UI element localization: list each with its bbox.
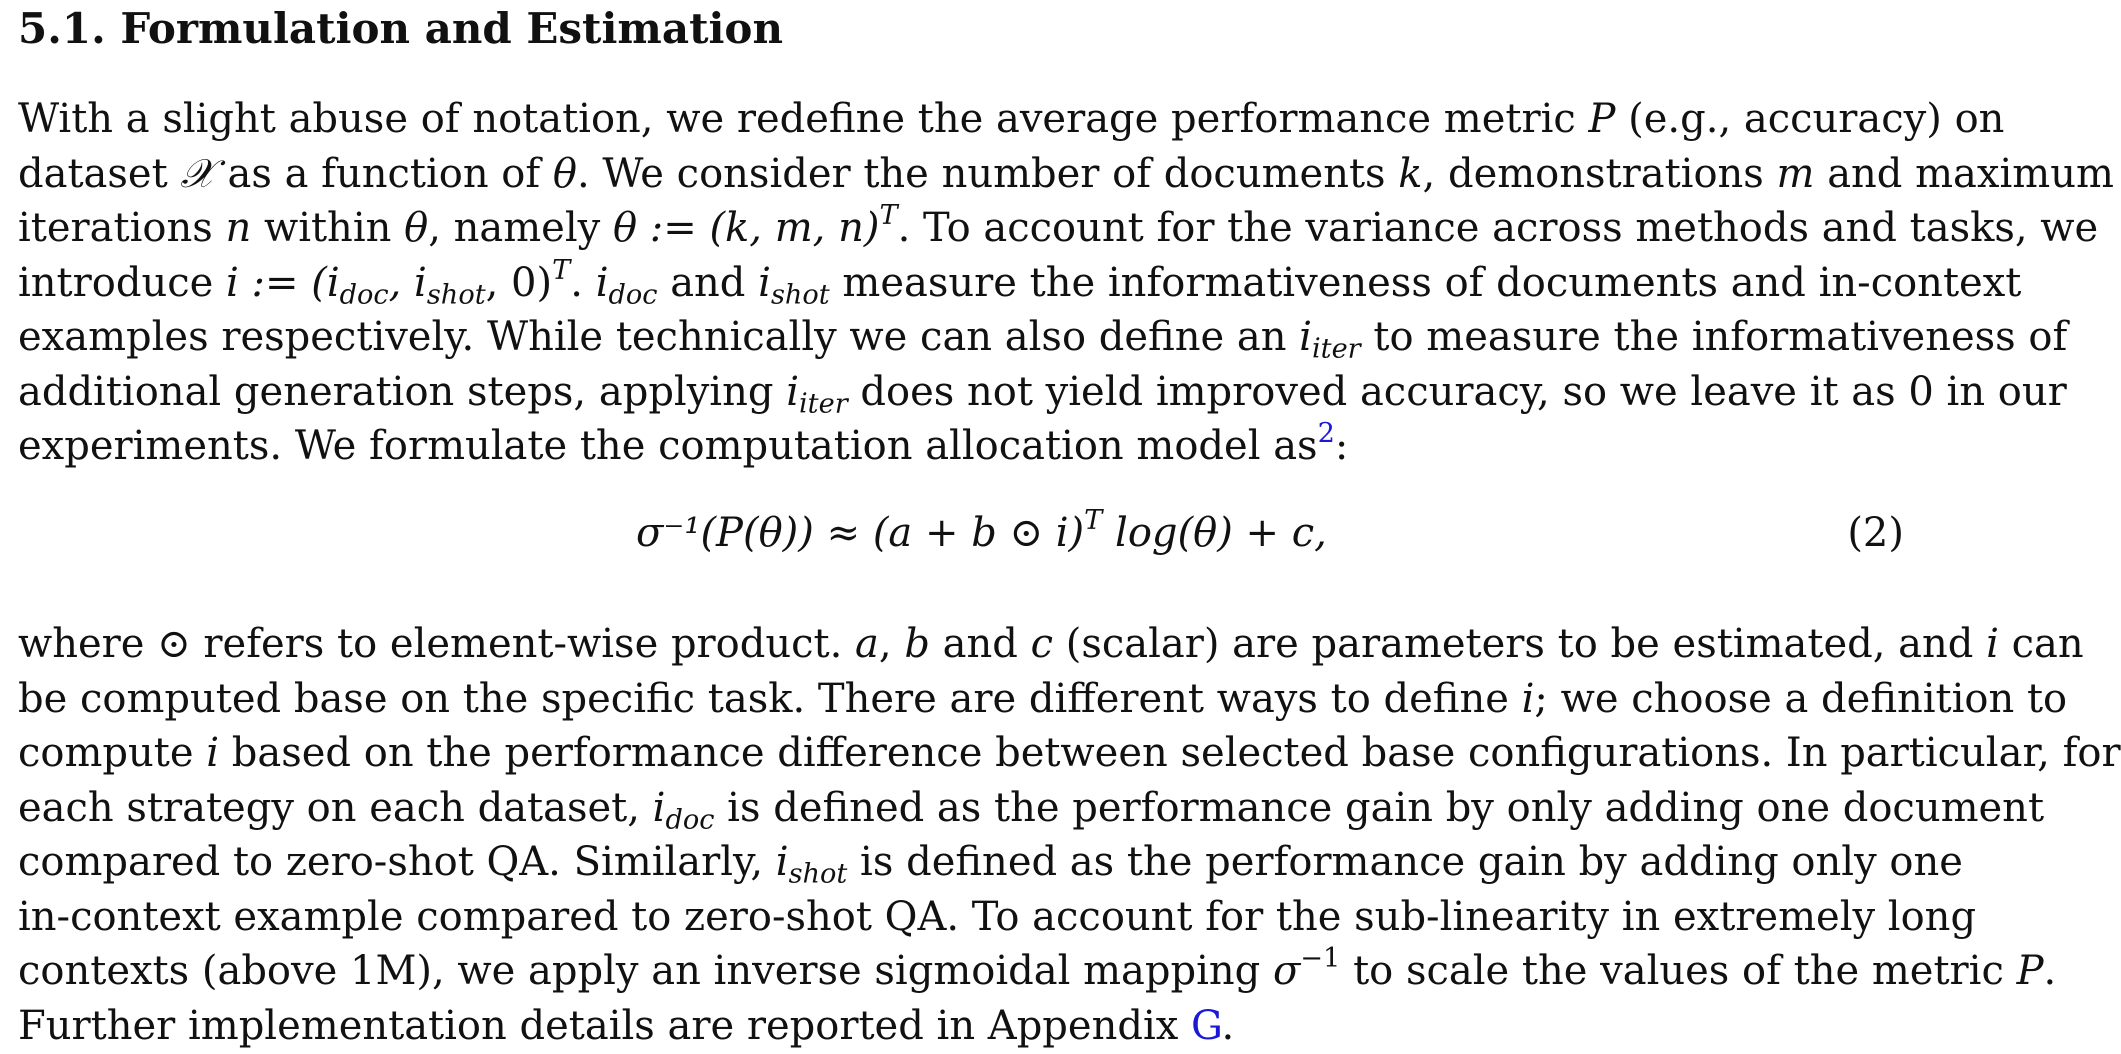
text-line: Further implementation details are reported in Appendix G. [18,1002,1235,1049]
text-line: additional generation steps, applying $i_{iter}$ does not yield improved accuracy, so we leave it as 0 in our [18,368,2067,420]
text-line: in-context example compared to zero-shot QA. To account for the sub-linearity in extremely long [18,893,1977,940]
text-line: compute i based on the performance difference between selected base configurations. In particular, for [18,730,2121,776]
text-line: With a slight abuse of notation, we redefine the average performance metric P (e.g., accuracy) on [18,96,2005,142]
text-line: contexts (above 1M), we apply an inverse sigmoidal mapping $\sigma^{-1}$ to scale the values of the metric P. [18,943,2057,994]
equation-number: (2) [1847,510,1904,556]
text-line: be computed base on the specific task. There are different ways to define i; we choose a definition to [18,675,2068,722]
text-line: where ⊙ refers to element-wise product. a, b and c (scalar) are parameters to be estimated, and i can [18,621,2084,667]
text-line: introduce i := ($i_{doc}$, $i_{shot}$, 0)$^T$. $i_{doc}$ and $i_{shot}$ measure the informativeness of documents and in-context [18,254,2022,311]
text-line: iterations n within θ, namely θ := (k, m, n)$^T$. To account for the variance across methods and tasks, we [18,200,2099,251]
text-line: experiments. We formulate the computation allocation model as$^2$: [18,418,1349,469]
footnote-link[interactable]: 2 [1317,418,1335,450]
paragraph-definitions [18,617,2121,1053]
text-line: each strategy on each dataset, $i_{doc}$ is defined as the performance gain by only adding one document [18,784,2045,836]
section-title: Formulation and Estimation [120,4,783,53]
text-line: examples respectively. While technically we can also define an $i_{iter}$ to measure the informativeness of [18,314,2068,365]
paragraph-formulation [18,92,2114,474]
section-heading [18,4,783,53]
appendix-link[interactable]: G [1191,1002,1222,1049]
section-number: 5.1. [18,4,106,53]
equation-body: σ⁻¹(P(θ)) ≈ (a + b ⊙ i)$^T$ log(θ) + c, [636,505,1327,556]
text-line: compared to zero-shot QA. Similarly, $i_{shot}$ is defined as the performance gain by adding only one [18,839,1963,890]
text-line: dataset 𝒳 as a function of θ. We consider the number of documents k, demonstrations m and maximum [18,150,2114,197]
equation-2 [18,505,1904,570]
